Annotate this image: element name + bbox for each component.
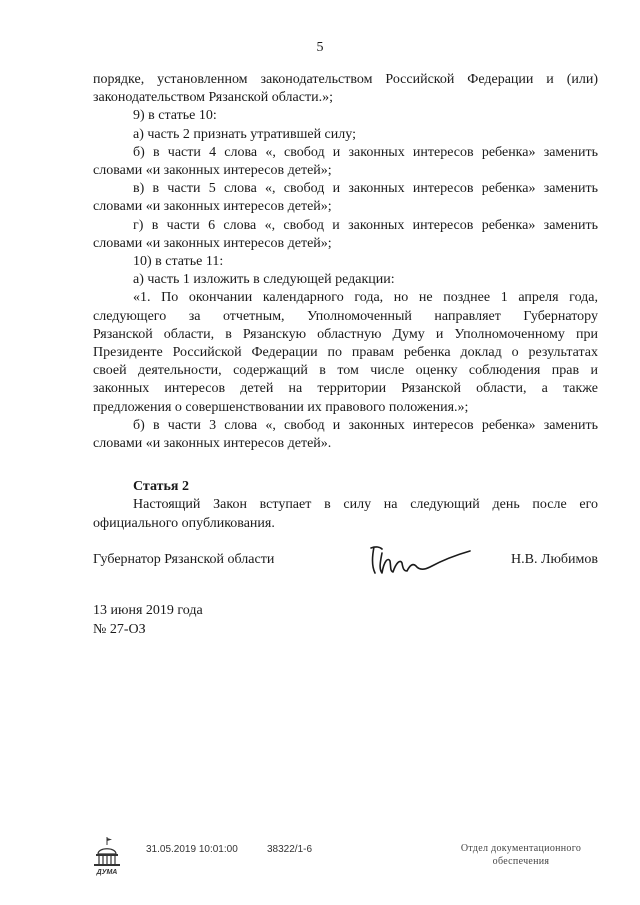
text-line: г) в части 6 слова «, свобод и законных интересов ребенка» заменить xyxy=(133,217,598,233)
footer xyxy=(0,836,640,896)
signatory-position: Губернатор Рязанской области xyxy=(93,552,275,567)
footer-department: Отдел документационного обеспечения xyxy=(460,843,582,867)
text-line: предложения о совершенствовании их правового положения.»; xyxy=(93,399,469,415)
duma-logo-icon xyxy=(90,836,124,876)
footer-code: 38322/1-6 xyxy=(267,844,313,855)
text-line: порядке, установленном законодательством Российской Федерации и (или) xyxy=(93,72,598,87)
text-line: законных интересов детей на территории Рязанской области, а также xyxy=(93,381,598,397)
signatory-name: Н.В. Любимов xyxy=(511,552,598,567)
text-line: словами «и законных интересов детей». xyxy=(93,436,332,452)
text-line: б) в части 4 слова «, свобод и законных интересов ребенка» заменить xyxy=(133,144,598,160)
svg-text:ДУМА: ДУМА xyxy=(96,869,118,876)
document-body xyxy=(93,71,598,533)
text-line: Президенте Российской Федерации по правам ребенка доклад о результатах xyxy=(93,345,598,361)
text-line: а) часть 1 изложить в следующей редакции: xyxy=(133,272,395,288)
document-number: № 27-ОЗ xyxy=(93,622,146,637)
text-line: следующего за отчетным, Уполномоченный направляет Губернатору xyxy=(93,308,598,324)
text-line: Рязанской области, в Рязанскую областную Думу и Уполномоченному при xyxy=(93,326,598,342)
text-line: словами «и законных интересов детей»; xyxy=(93,163,332,179)
text-line: Настоящий Закон вступает в силу на следующий день после его xyxy=(133,497,598,513)
text-line: а) часть 2 признать утратившей силу; xyxy=(133,126,356,142)
date-block xyxy=(93,601,203,639)
text-line: словами «и законных интересов детей»; xyxy=(93,235,332,251)
handwritten-signature xyxy=(366,539,476,581)
text-line: своей деятельности, содержащий в том числе оценку соблюдения прав и xyxy=(93,363,598,379)
article-heading: Статья 2 xyxy=(133,479,189,495)
text-line: 10) в статье 11: xyxy=(133,254,224,270)
page-number: 5 xyxy=(316,40,324,55)
text-line: 9) в статье 10: xyxy=(133,108,217,124)
text-line: законодательством Рязанской области.»; xyxy=(93,90,333,106)
text-line: официального опубликования. xyxy=(93,515,275,531)
text-line: словами «и законных интересов детей»; xyxy=(93,199,332,215)
text-line: б) в части 3 слова «, свобод и законных интересов ребенка» заменить xyxy=(133,417,598,433)
footer-timestamp: 31.05.2019 10:01:00 xyxy=(146,844,238,855)
text-line: «1. По окончании календарного года, но не позднее 1 апреля года, xyxy=(133,290,598,306)
document-date: 13 июня 2019 года xyxy=(93,603,203,618)
text-line: в) в части 5 слова «, свобод и законных интересов ребенка» заменить xyxy=(133,181,598,197)
